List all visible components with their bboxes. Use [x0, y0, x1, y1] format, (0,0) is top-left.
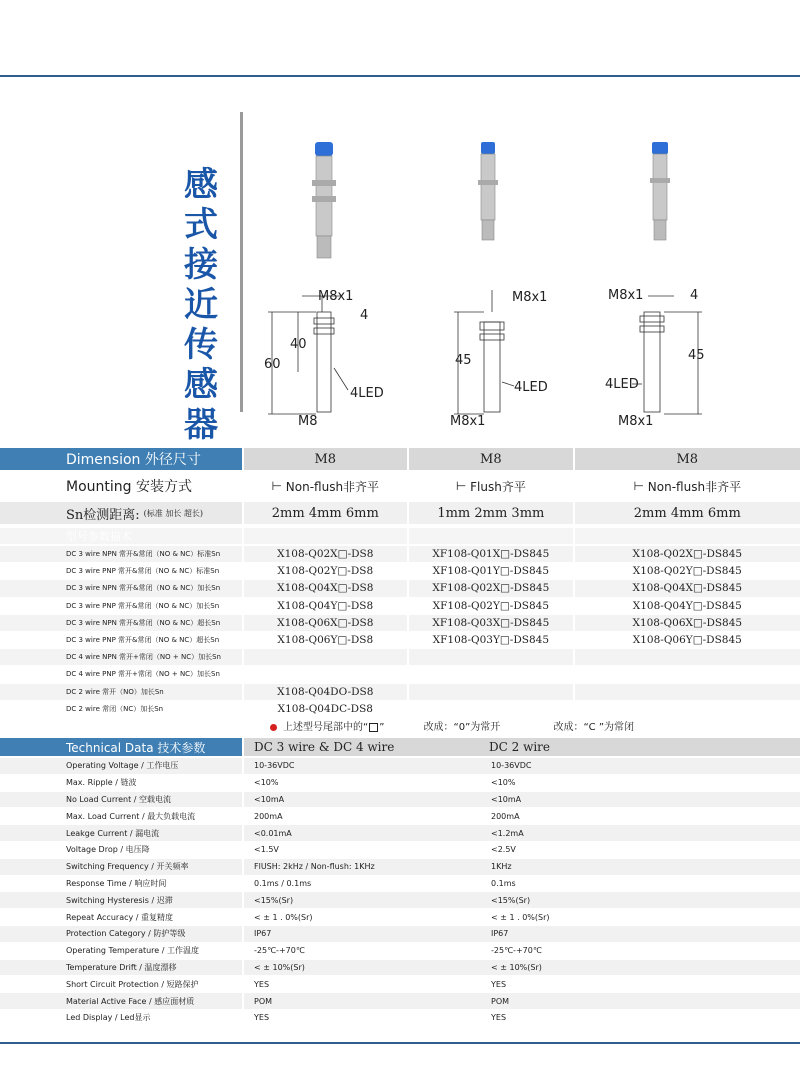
model-row: [0, 580, 800, 596]
tech-row: [0, 892, 800, 908]
tech-row: [0, 775, 800, 791]
sn-label: Sn检测距离: (标准 加长 超长): [0, 502, 242, 524]
tech-value-2wire: 200mA: [489, 808, 800, 824]
model-code: X108-Q04X□-DS845: [575, 580, 800, 596]
model-code: X108-Q04X□-DS8: [244, 580, 408, 596]
model-desc: DC 3 wire NPN 常开&常闭（NO & NC）超长Sn: [0, 615, 242, 631]
model-code: [409, 684, 573, 700]
sensor-photo-1: [300, 140, 350, 270]
drawing-3-length: 45: [688, 348, 705, 363]
top-divider: [0, 75, 800, 77]
model-desc: DC 3 wire PNP 常开&常闭（NO & NC）超长Sn: [0, 632, 242, 648]
sn-value: 2mm 4mm 6mm: [244, 502, 408, 524]
non-flush-icon: ⊢: [633, 479, 644, 493]
tech-row: [0, 808, 800, 824]
model-header-row: [0, 528, 800, 544]
drawing-2-led: 4LED: [514, 380, 548, 395]
drawing-1-led: 4LED: [350, 386, 384, 401]
tech-value-2wire: YES: [489, 976, 800, 992]
model-code: XF108-Q02X□-DS845: [409, 580, 573, 596]
tech-value-2wire: -25℃-+70℃: [489, 943, 800, 959]
model-code: XF108-Q01X□-DS845: [409, 546, 573, 562]
drawing-2-thread: M8x1: [512, 290, 548, 305]
model-code: X108-Q06Y□-DS8: [244, 632, 408, 648]
drawing-1-width: 4: [360, 308, 369, 323]
tech-value-3wire: < ± 10%(Sr): [244, 960, 489, 976]
drawing-1-length: 60: [264, 357, 281, 372]
model-code: [575, 684, 800, 700]
tech-value-2wire: <15%(Sr): [489, 892, 800, 908]
tech-param: Response Time / 响应时间: [0, 876, 242, 892]
model-code: X108-Q06X□-DS8: [244, 615, 408, 631]
tech-value-3wire: <10%: [244, 775, 489, 791]
tech-param: Operating Voltage / 工作电压: [0, 758, 242, 774]
model-row: [0, 666, 800, 682]
model-code: X108-Q04DC-DS8: [244, 701, 408, 717]
tech-value-3wire: <0.01mA: [244, 825, 489, 841]
model-row: [0, 615, 800, 631]
tech-value-2wire: <10%: [489, 775, 800, 791]
tech-row: [0, 859, 800, 875]
model-row: [0, 632, 800, 648]
tech-param: Max. Load Current / 最大负载电流: [0, 808, 242, 824]
mounting-label: Mounting 安装方式: [66, 479, 192, 495]
model-desc: DC 3 wire NPN 常开&常闭（NO & NC）标准Sn: [0, 546, 242, 562]
tech-row: [0, 909, 800, 925]
model-code: X108-Q04Y□-DS8: [244, 598, 408, 614]
model-row: [0, 598, 800, 614]
model-code: XF108-Q03X□-DS845: [409, 615, 573, 631]
tech-label: Technical Data 技术参数: [0, 738, 242, 756]
tech-value-2wire: YES: [489, 1010, 800, 1026]
model-desc: DC 4 wire PNP 常开+常闭（NO + NC）加长Sn: [0, 666, 242, 682]
tech-value-3wire: FlUSH: 2kHz / Non-flush: 1KHz: [244, 859, 489, 875]
tech-value-3wire: < ± 1 . 0%(Sr): [244, 909, 489, 925]
dimension-row: [0, 448, 800, 470]
sensor-photo-3: [640, 140, 680, 250]
model-desc: DC 4 wire NPN 常开+常闭（NO + NC）加长Sn: [0, 649, 242, 665]
tech-value-2wire: 1KHz: [489, 859, 800, 875]
model-code: X108-Q02Y□-DS8: [244, 563, 408, 579]
dimension-value: M8: [244, 448, 408, 470]
mounting-value: ⊢ Non-flush非齐平: [271, 479, 380, 494]
tech-param: No Load Current / 空载电流: [0, 792, 242, 808]
model-code: X108-Q02X□-DS8: [244, 546, 408, 562]
drawing-3-thread: M8x1: [608, 288, 644, 303]
model-desc: DC 3 wire NPN 常开&常闭（NO & NC）加长Sn: [0, 580, 242, 596]
model-suffix-note: 上述型号尾部中的“ ” 改成：“0”为常开 改成：“C ”为常闭: [270, 718, 634, 733]
drawing-2-length: 45: [455, 353, 472, 368]
model-code: [409, 666, 573, 682]
tech-value-3wire: YES: [244, 976, 489, 992]
tech-value-2wire: <2.5V: [489, 842, 800, 858]
mounting-value: ⊢ Flush齐平: [455, 479, 526, 494]
tech-param: Repeat Accuracy / 重复精度: [0, 909, 242, 925]
drawing-3-width: 4: [690, 288, 699, 303]
tech-value-2wire: <10mA: [489, 792, 800, 808]
model-code: X108-Q04DO-DS8: [244, 684, 408, 700]
tech-value-3wire: IP67: [244, 926, 489, 942]
tech-header-row: [0, 738, 800, 756]
tech-value-2wire: <1.2mA: [489, 825, 800, 841]
tech-value-3wire: POM: [244, 993, 489, 1009]
mounting-value: ⊢ Non-flush非齐平: [633, 479, 742, 494]
tech-col1: DC 3 wire & DC 4 wire: [244, 738, 489, 756]
tech-param: Protection Category / 防护等级: [0, 926, 242, 942]
tech-param: Max. Ripple / 链波: [0, 775, 242, 791]
model-row: [0, 649, 800, 665]
model-code: [409, 701, 573, 717]
tech-value-2wire: < ± 1 . 0%(Sr): [489, 909, 800, 925]
tech-row: [0, 926, 800, 942]
tech-param: Leakge Current / 漏电流: [0, 825, 242, 841]
tech-row: [0, 792, 800, 808]
model-code: X108-Q06X□-DS845: [575, 615, 800, 631]
model-desc: DC 3 wire PNP 常开&常闭（NO & NC）标准Sn: [0, 563, 242, 579]
drawing-1: [262, 282, 392, 432]
model-code: [244, 666, 408, 682]
drawing-3-led: 4LED: [605, 377, 639, 392]
tech-value-3wire: 200mA: [244, 808, 489, 824]
flush-icon: ⊢: [455, 479, 467, 493]
tech-param: Temperature Drift / 温度漂移: [0, 960, 242, 976]
model-code: X108-Q02Y□-DS845: [575, 563, 800, 579]
tech-value-3wire: 0.1ms / 0.1ms: [244, 876, 489, 892]
tech-param: Led Display / Led显示: [0, 1010, 242, 1026]
model-code: [409, 649, 573, 665]
model-desc: DC 2 wire 常闭（NC）加长Sn: [0, 701, 242, 717]
mounting-row: [0, 474, 800, 498]
tech-value-2wire: POM: [489, 993, 800, 1009]
dimension-value: M8: [409, 448, 573, 470]
model-row: [0, 684, 800, 700]
tech-value-2wire: 0.1ms: [489, 876, 800, 892]
sensor-photo-2: [468, 140, 508, 250]
tech-value-3wire: <10mA: [244, 792, 489, 808]
tech-value-2wire: IP67: [489, 926, 800, 942]
drawing-1-thread: M8x1: [318, 289, 354, 304]
model-row: [0, 563, 800, 579]
model-code: X108-Q04Y□-DS845: [575, 598, 800, 614]
model-code: X108-Q02X□-DS845: [575, 546, 800, 562]
dimension-label: Dimension 外径尺寸: [0, 448, 242, 470]
tech-param: Voltage Drop / 电压降: [0, 842, 242, 858]
tech-row: [0, 993, 800, 1009]
bullet-icon: [270, 724, 277, 731]
tech-row: [0, 842, 800, 858]
non-flush-icon: ⊢: [271, 479, 282, 493]
tech-value-3wire: 10-36VDC: [244, 758, 489, 774]
drawing-1-shank: 40: [290, 337, 307, 352]
sn-row: [0, 502, 800, 524]
tech-row: [0, 976, 800, 992]
tech-value-3wire: <1.5V: [244, 842, 489, 858]
model-code: [575, 649, 800, 665]
model-code: [244, 649, 408, 665]
tech-value-3wire: <15%(Sr): [244, 892, 489, 908]
tech-param: Short Circuit Protection / 短路保护: [0, 976, 242, 992]
model-code: XF108-Q03Y□-DS845: [409, 632, 573, 648]
tech-row: [0, 825, 800, 841]
tech-value-2wire: 10-36VDC: [489, 758, 800, 774]
title-accent-bar: [240, 112, 243, 412]
page-title: 感 式 接 近 传 感 器: [184, 165, 218, 445]
model-row: [0, 546, 800, 562]
tech-row: [0, 960, 800, 976]
tech-param: Operating Temperature / 工作温度: [0, 943, 242, 959]
model-row: [0, 701, 800, 717]
model-desc: DC 2 wire 常开（NO）加长Sn: [0, 684, 242, 700]
tech-param: Switching Hysteresis / 迟滞: [0, 892, 242, 908]
tech-row: [0, 943, 800, 959]
tech-row: [0, 1010, 800, 1026]
tech-value-3wire: -25℃-+70℃: [244, 943, 489, 959]
model-code: [575, 701, 800, 717]
sn-value: 2mm 4mm 6mm: [575, 502, 800, 524]
drawing-2-bottom: M8x1: [450, 414, 486, 429]
sn-value: 1mm 2mm 3mm: [409, 502, 573, 524]
tech-row: [0, 758, 800, 774]
bottom-divider: [0, 1042, 800, 1044]
tech-param: Switching Frequency / 开关频率: [0, 859, 242, 875]
drawing-3-bottom: M8x1: [618, 414, 654, 429]
tech-value-3wire: YES: [244, 1010, 489, 1026]
model-label: 型号参数描术: [0, 528, 242, 544]
tech-param: Material Active Face / 感应面材质: [0, 993, 242, 1009]
dimension-value: M8: [575, 448, 800, 470]
tech-row: [0, 876, 800, 892]
model-code: [575, 666, 800, 682]
drawing-1-bottom: M8: [298, 414, 318, 429]
tech-col2: DC 2 wire: [489, 738, 800, 756]
model-desc: DC 3 wire PNP 常开&常闭（NO & NC）加长Sn: [0, 598, 242, 614]
model-code: XF108-Q02Y□-DS845: [409, 598, 573, 614]
model-code: X108-Q06Y□-DS845: [575, 632, 800, 648]
tech-value-2wire: < ± 10%(Sr): [489, 960, 800, 976]
placeholder-box-icon: [369, 723, 378, 732]
model-code: XF108-Q01Y□-DS845: [409, 563, 573, 579]
